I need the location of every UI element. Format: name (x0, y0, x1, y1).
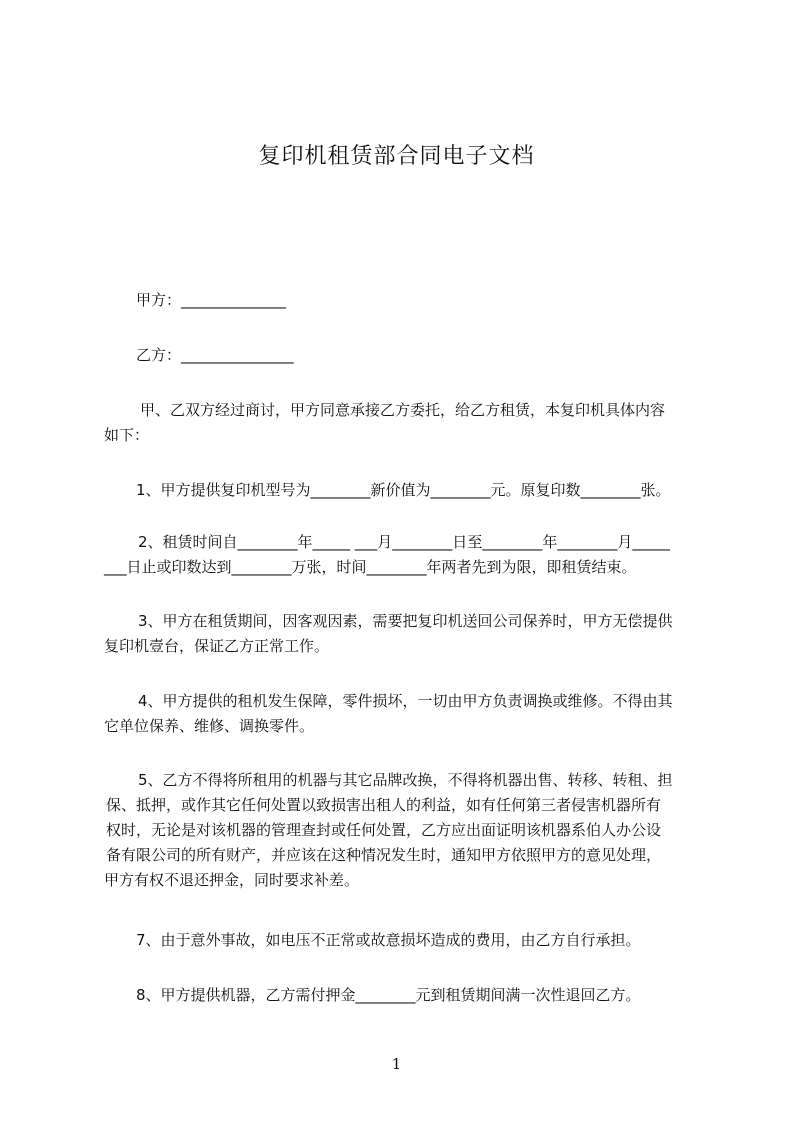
clause-1 (104, 478, 716, 503)
clause-3-line-1: 3、甲方在租赁期间，因客观因素，需要把复印机送回公司保养时，甲方无偿提供 (138, 612, 673, 630)
clause-4-line-2: 它单位保养、维修、调换零件。 (104, 717, 315, 735)
clause-5 (104, 768, 716, 893)
clause-4 (104, 689, 716, 739)
clause-7-line-1: 7、由于意外事故，如电压不正常或故意损坏造成的费用，由乙方自行承担。 (136, 931, 641, 949)
clause-1-line-1: 1、甲方提供复印机型号为________新价值为________元。原复印数________张。 (136, 481, 671, 499)
document-title: 复印机租赁部合同电子文档 (258, 144, 535, 169)
party-b-line: 乙方：_______________ (136, 346, 294, 364)
clause-5-line-4: 备有限公司的所有财产，并应该在这种情况发生时，通知甲方依照甲方的意见处理， (106, 846, 662, 864)
party-a-line: 甲方：______________ (136, 291, 287, 309)
clause-5-line-5: 甲方有权不退还押金，同时要求补差。 (104, 871, 360, 889)
clause-8-line-1: 8、甲方提供机器，乙方需付押金________元到租赁期间满一次性退回乙方。 (136, 986, 641, 1004)
page-number: 1 (391, 1055, 402, 1073)
intro-paragraph (104, 398, 716, 448)
clause-3-line-2: 复印机壹台，保证乙方正常工作。 (104, 637, 330, 655)
clause-5-line-2: 保、抵押，或作其它任何处置以致损害出租人的利益，如有任何第三者侵害机器所有 (106, 796, 662, 814)
clause-2-line-2: ___日止或印数达到________万张，时间________年两者先到为限，即租赁结束。 (104, 558, 637, 576)
clause-8 (104, 983, 716, 1008)
clause-2 (104, 530, 716, 580)
clause-5-line-3: 权时，无论是对该机器的管理查封或任何处置，乙方应出面证明该机器系伯人办公设 (106, 821, 662, 839)
clause-7 (104, 928, 716, 953)
clause-2-line-1: 2、租赁时间自________年_____ ___月________日至________年________月_____ (138, 533, 670, 551)
intro-line-1: 甲、乙双方经过商讨，甲方同意承接乙方委托，给乙方租赁，本复印机具体内容 (140, 401, 666, 419)
clause-4-line-1: 4、甲方提供的租机发生保障，零件损坏，一切由甲方负责调换或维修。不得由其 (138, 692, 673, 710)
clause-5-line-1: 5、乙方不得将所租用的机器与其它品牌改换，不得将机器出售、转移、转租、担 (138, 771, 673, 789)
clause-3 (104, 609, 716, 659)
intro-line-2: 如下： (104, 426, 150, 444)
